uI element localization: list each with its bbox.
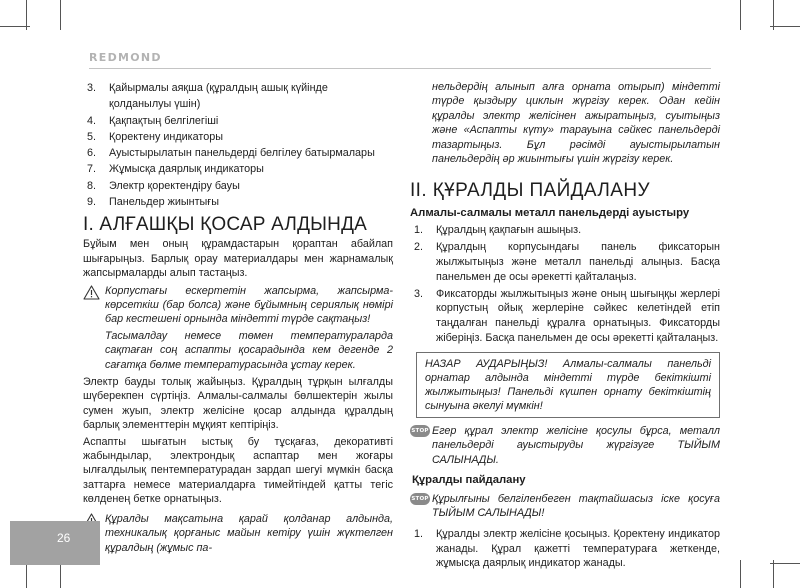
stop-icon: STOP: [410, 425, 430, 437]
prohibition-text: Құрылғыны белгіленбеген тақтайшасыз іске қосуға ТЫЙЫМ САЛЫНАДЫ!: [432, 493, 720, 520]
body-paragraph: Электр бауды толық жайыңыз. Құралдың тұрқын ылғалды шүберекпен сүртіңіз. Алмалы-салмалы бөлшектерін жылы сумен жуып, электр желісіне қосар алдында құралдың барлық элементтерін мұқият кептіріңіз.: [83, 376, 393, 432]
section-title: I. АЛҒАШҚЫ ҚОСАР АЛДЫНДА: [83, 214, 368, 236]
crop-mark: [773, 560, 774, 588]
crop-mark: [60, 0, 61, 30]
continued-paragraph: нельдердің алынып алға орната отырып) міндетті түрде қыздыру циклын жүргізу керек. Одан кейін құралды электр желісінен ажыратыңыз, суытыңыз және «Аспапты күту» тарауына сәйкес панельдерді тазартыңыз. Бұл рәсімді ауыстырылатын панельдердің әр жиынтығы үшін жүргізу керек.: [432, 81, 720, 166]
stop-icon: STOP: [410, 493, 430, 505]
prohibition-text: Егер құрал электр желісіне қосулы бұрса, металл панельдерді ауыстыруды жүргізуге ТЫЙЫМ САЛЫНАДЫ.: [432, 424, 720, 466]
page-number: 26: [57, 531, 71, 545]
list-item: 2. Құралдың корпусындағы панель фиксаторын жылжытыңыз және металл панельді алыңыз. Басқа панельмен де осы әрекетті қайталаңыз.: [414, 241, 720, 283]
section-title: II. ҚҰРАЛДЫ ПАЙДАЛАНУ: [410, 180, 650, 202]
list-item: 9. Панельдер жиынтығы: [87, 196, 219, 209]
body-paragraph: Аспапты шығатын ыстық бу тұсқағаз, декоративті жабындылар, электрондық аспаптар мен жоғары ылғалдылық пентемператуpадан зардап шегуі мүмкін басқа заттарға немесе материалдарға тимейтіндей қатты тегіс көлденең бетке орнатыңыз.: [83, 435, 393, 506]
warning-icon: [83, 285, 100, 300]
note-text: НАЗАР АУДАРЫҢЫЗ! Алмалы-салмалы панельді орнатар алдында міндетті түрде бекіткішті жылжытыңыз! Панельді күшпен орнату бекіткіштің сынуына әкелуі мүмкін!: [425, 357, 711, 412]
header-rule: [89, 68, 711, 69]
list-item: 5. Қоректену индикаторы: [87, 130, 223, 143]
attention-note: [416, 352, 720, 418]
crop-mark: [740, 0, 741, 30]
steps-list: [410, 527, 720, 571]
crop-mark: [0, 26, 30, 27]
subsection-title: Құралды пайдалану: [412, 474, 526, 487]
list-item: 3. Қайырмалы аяқша (құралдың ашық күйінде қолданылуы үшін): [87, 82, 328, 111]
list-item: 7. Жұмысқа даярлық индикаторы: [87, 163, 264, 176]
warning-text: Тасымалдау немесе төмен температураларда сақтаған соң аспапты қосарадында кем дегенде 2 сағатқа бөлме температурасында ұстау керек.: [105, 329, 393, 371]
right-column: [410, 80, 720, 573]
parts-list: [83, 80, 393, 210]
left-column: [83, 80, 393, 558]
crop-mark: [770, 26, 800, 27]
list-item: 4. Қақпақтың белгілегіші: [87, 114, 219, 127]
warning-text: Корпустағы ескертетін жапсырма, жапсырма-көрсеткіш (бар болса) және бұйымның сериялық нөмірі бар кестешені орнында міндетті түрде сақтаңыз!: [105, 284, 393, 326]
crop-mark: [770, 563, 800, 564]
warning-block: [83, 284, 393, 372]
list-item: 1. Құралды электр желісіне қосыңыз. Қоректену индикатор жанады. Құрал қажетті температураға жеткенде, жұмысқа даярлық индикатор жанады.: [414, 527, 720, 570]
brand-logo: REDMOND: [89, 51, 162, 64]
list-item: 6. Ауыстырылатын панельдерді белгілеу батырмалары: [87, 147, 375, 160]
warning-text: Құралды мақсатына қарай қолданар алдында, техникалық қорғаныс майын кетіру үшін жүктелген құралдың (жұмыс па-: [105, 512, 393, 554]
list-item: 8. Электр қоректендіру бауы: [87, 179, 240, 192]
page-tab: [10, 521, 100, 565]
intro-paragraph: Бұйым мен оның құрамдастарын қораптан абайлап шығарыңыз. Барлық орау материалдары мен жарнамалық жапсырмаларды алып тастаңыз.: [83, 238, 393, 280]
list-item: 1. Құралдың қақпағын ашыңыз.: [414, 224, 582, 237]
subsection-title: Алмалы-салмалы металл панельдерді ауыстыру: [410, 207, 690, 220]
prohibition-note: [410, 492, 720, 521]
prohibition-note: [410, 424, 720, 467]
list-item: 3. Фиксаторды жылжытыңыз және оның шығыңқы жерлері корпустың ойық жерлеріне сәйкес келетіндей етіп таңдалған панельді құралға орнатыңыз. Фиксаторды жіберіңіз. Басқа панельмен де осы әрекетті қайталаңыз.: [414, 287, 720, 345]
steps-list: [410, 223, 720, 345]
warning-block: [83, 512, 393, 555]
crop-mark: [740, 560, 741, 588]
